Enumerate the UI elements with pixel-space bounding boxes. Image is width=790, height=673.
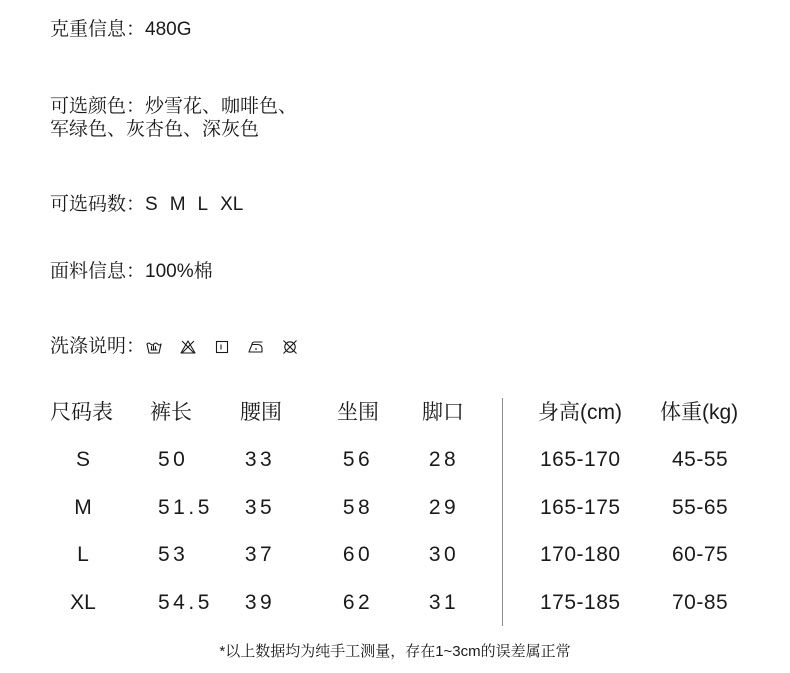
size-table-header-hem: 脚口	[422, 401, 464, 424]
color-options-line-1	[50, 95, 297, 119]
size-table-header-waist: 腰围	[240, 401, 282, 424]
measurement-footnote: *以上数据均为纯手工测量，存在1~3cm的误差属正常	[219, 643, 571, 660]
length-cell: 53	[158, 543, 189, 566]
waist-cell: 35	[244, 496, 276, 519]
height-cell: 170-180	[540, 543, 621, 566]
height-cell: 165-175	[540, 496, 621, 519]
waist-cell: 39	[244, 591, 276, 614]
length-cell: 51.5	[158, 496, 213, 519]
size-table-header-height: 身高(cm)	[538, 401, 622, 424]
fabric-value: 100%棉	[145, 261, 213, 282]
do-not-bleach-icon	[180, 339, 196, 355]
hip-cell: 62	[342, 591, 374, 614]
size-option-l: L	[197, 194, 209, 215]
size-table-header	[0, 399, 790, 427]
color-options-line-2	[50, 118, 259, 142]
size-table-header-hip: 坐围	[337, 401, 379, 424]
size-cell: M	[74, 496, 92, 519]
size-row-m	[0, 494, 790, 522]
waist-cell: 33	[244, 448, 276, 471]
hip-cell: 58	[342, 496, 374, 519]
fabric-label: 面料信息：	[50, 261, 146, 282]
weight-cell: 45-55	[672, 448, 729, 471]
height-cell: 165-170	[540, 448, 621, 471]
size-table-header-length: 裤长	[150, 401, 192, 424]
size-cell: L	[77, 543, 89, 566]
length-cell: 54.5	[158, 591, 213, 614]
hem-cell: 29	[428, 496, 460, 519]
size-options-label: 可选码数：	[50, 194, 146, 215]
size-row-xl	[0, 589, 790, 617]
do-not-dry-clean-icon	[282, 339, 298, 355]
size-cell: XL	[70, 591, 96, 614]
weight-cell: 60-75	[672, 543, 729, 566]
weight-value: 480G	[145, 19, 192, 40]
size-table-header-weight: 体重(kg)	[660, 401, 739, 424]
hem-cell: 28	[428, 448, 460, 471]
size-cell: S	[75, 448, 90, 471]
length-cell: 50	[158, 448, 189, 471]
size-table-header-size: 尺码表	[50, 401, 113, 424]
size-option-xl: XL	[220, 194, 244, 215]
hip-cell: 60	[342, 543, 374, 566]
color-options-label: 可选颜色：	[50, 96, 146, 117]
size-option-s: S	[145, 194, 158, 215]
size-row-l	[0, 541, 790, 569]
hand-wash-icon	[146, 339, 162, 355]
hem-cell: 30	[428, 543, 460, 566]
line-dry-icon	[214, 339, 230, 355]
size-row-s	[0, 446, 790, 474]
hip-cell: 56	[342, 448, 374, 471]
weight-cell: 55-65	[672, 496, 729, 519]
hem-cell: 31	[428, 591, 460, 614]
color-options-value-1: 炒雪花、咖啡色、	[145, 96, 298, 117]
size-option-m: M	[169, 194, 186, 215]
size-options	[50, 193, 255, 217]
fabric-info	[50, 260, 213, 284]
iron-icon	[248, 339, 264, 355]
wash-icons	[146, 339, 298, 355]
waist-cell: 37	[244, 543, 276, 566]
weight-cell: 70-85	[672, 591, 729, 614]
weight-label: 克重信息：	[50, 19, 146, 40]
weight-info	[50, 18, 192, 42]
wash-instructions	[50, 335, 145, 359]
height-cell: 175-185	[540, 591, 621, 614]
wash-label: 洗涤说明：	[50, 336, 146, 357]
color-options-value-2: 军绿色、灰杏色、深灰色	[50, 119, 260, 140]
